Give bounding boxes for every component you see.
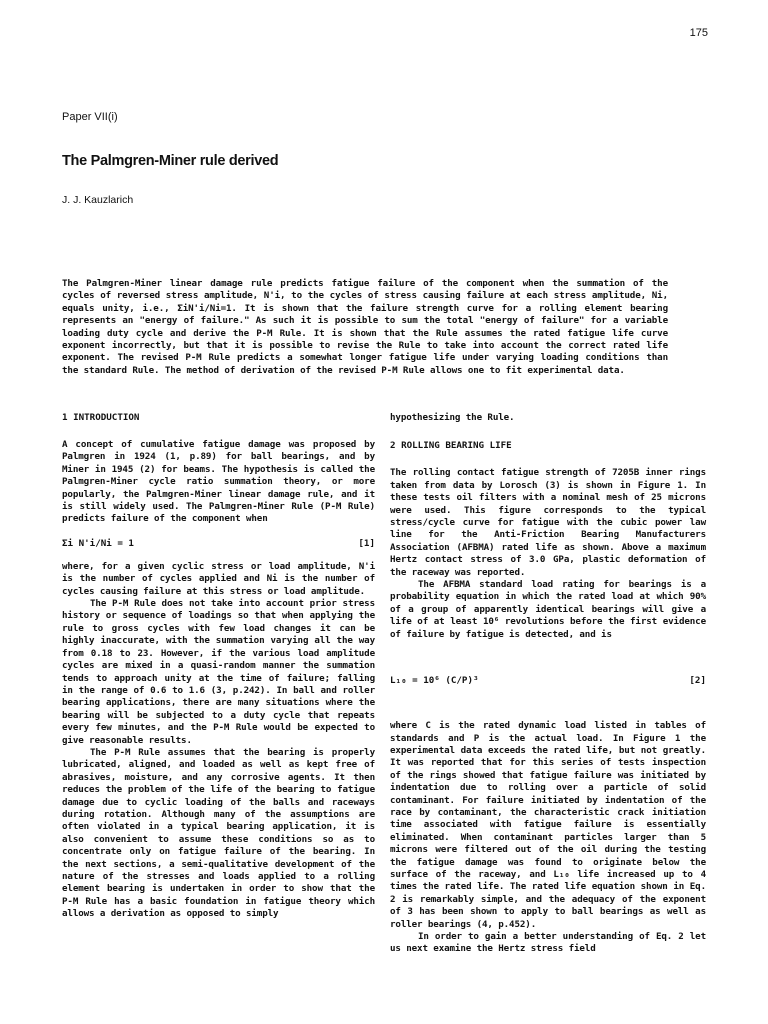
intro-paragraph-1: A concept of cumulative fatigue damage was proposed by Palmgren in 1924 (1, p.89) for ball bearings, and by Miner in 1945 (2) for beams. The hypothesis is called the Palmgren-Miner cycle ratio summation theory, or more popularly, the Palmgren-Miner linear damage rule, and it is still widely used. The Palmgren-Miner Rule (P-M Rule) predicts failure of the component when: [62, 439, 375, 525]
equation-1-body: Σi N'i/Ni = 1: [62, 537, 134, 549]
bearing-paragraph-3: where C is the rated dynamic load listed in tables of standards and P is the actual load. In Figure 1 the experimental data exceeds the rated life, but not greatly. It was reported that for this series of tests inspection of the rings showed that fatigue failure was initiated by indentation due to rolling over a particle of solid contaminant. For failure initiated by indentation of the race by contaminant, the characteristic crack initiation time associated with fatigue failure is essentially eliminated. When contaminant particles larger than 5 microns were filtered out of the oil during the testing the fatigue damage was found to originate below the surface of the raceway, and L₁₀ life increased up to 4 times the rated life. The rated life equation shown in Eq. 2 is remarkably simple, and the adequacy of the exponent of 3 has been shown to apply to ball bearings as well as roller bearings (4, p.452).: [390, 720, 706, 930]
abstract: The Palmgren-Miner linear damage rule predicts fatigue failure of the component when the summation of the cycles of reversed stress amplitude, N'i, to the cycles of stress causing failure at each stress amplitude, Ni, equals unity, i.e., ΣiN'i/Ni=1. It is shown that the failure strength curve for a rolling element bearing represents an "energy of failure." As such it is possible to sum the total "energy of failure" for a variable loading duty cycle and derive the P-M Rule. It is shown that the Rule assumes the rated fatigue life curve exponent incorrectly, but that it is possible to revise the Rule to take into account the correct rated life exponent. The revised P-M Rule predicts a somewhat longer fatigue life under varying loading conditions than the standard Rule. The method of derivation of the revised P-M Rule allows one to fit experimental data.: [62, 278, 668, 376]
left-column: [62, 412, 375, 921]
equation-1-number: [1]: [358, 537, 375, 549]
bearing-paragraph-1: The rolling contact fatigue strength of 7205B inner rings taken from data by Lorosch (3) is shown in Figure 1. In these tests oil filters with a nominal mesh of 25 microns were used. This figure corresponds to the typical stress/cycle curve for fatigue with the cubic power law line for the Anti-Friction Bearing Manufacturers Association (AFBMA) rated life as shown. Above a maximum Hertz contact stress of 3.0 GPa, plastic deformation of the raceway was reported.: [390, 467, 706, 578]
section-heading-rolling-bearing-life: 2 ROLLING BEARING LIFE: [390, 440, 512, 452]
intro-paragraph-2: where, for a given cyclic stress or load amplitude, N'i is the number of cycles applied and Ni is the number of cycles causing failure at this stress or load amplitude.: [62, 560, 375, 597]
intro-paragraph-4: The P-M Rule assumes that the bearing is properly lubricated, aligned, and loaded as well as kept free of abrasives, moisture, and any corrosive agents. It then reduces the problem of the life of the bearing to fatigue damage due to cyclic loading of the balls and raceways during rotation. Although many of the assumptions are often violated in a typical bearing application, it is also convenient to assume these conditions so as to concentrate only on fatigue failure of the bearing. In the next sections, a semi-qualitative development of the nature of the stresses and loads applied to a rolling element bearing is undertaken in order to show that the P-M Rule has a basic foundation in fatigue theory which allows a derivation as opposed to simply: [62, 746, 375, 920]
intro-paragraph-continued: hypothesizing the Rule.: [390, 412, 515, 423]
bearing-paragraph-4: In order to gain a better understanding of Eq. 2 let us next examine the Hertz stress field: [390, 931, 706, 955]
equation-1: [62, 538, 375, 549]
paper-title: The Palmgren-Miner rule derived: [62, 153, 279, 169]
paper-label: Paper VII(i): [62, 111, 118, 123]
right-column: [390, 412, 706, 956]
equation-2-number: [2]: [689, 675, 706, 687]
section-heading-introduction: 1 INTRODUCTION: [62, 412, 140, 423]
equation-2-body: L₁₀ = 10⁶ (C/P)³: [390, 675, 479, 687]
bearing-paragraph-2: The AFBMA standard load rating for bearings is a probability equation in which the rated load at which 90% of a group of apparently identical bearings will give a life of at least 10⁶ revolutions before the first evidence of failure by fatigue is detected, and is: [390, 579, 706, 640]
equation-2: [390, 675, 706, 686]
author-name: J. J. Kauzlarich: [62, 194, 134, 206]
intro-paragraph-3: The P-M Rule does not take into account prior stress history or sequence of loadings so that when applying the rule to gross cycles with few load changes it can be highly inaccurate, with the summation varying all the way from 0.18 to 23. However, if the various load amplitude cycles are mixed in a quasi-random manner the summation tends to approach unity at the time of failure; falling in the range of 0.6 to 1.6 (3, p.242). In ball and roller bearing applications, there are many situations where the bearing will be subjected to a duty cycle that repeats every few minutes, and the P-M Rule would be expected to give reasonable results.: [62, 598, 375, 746]
page-number: 175: [689, 27, 708, 39]
